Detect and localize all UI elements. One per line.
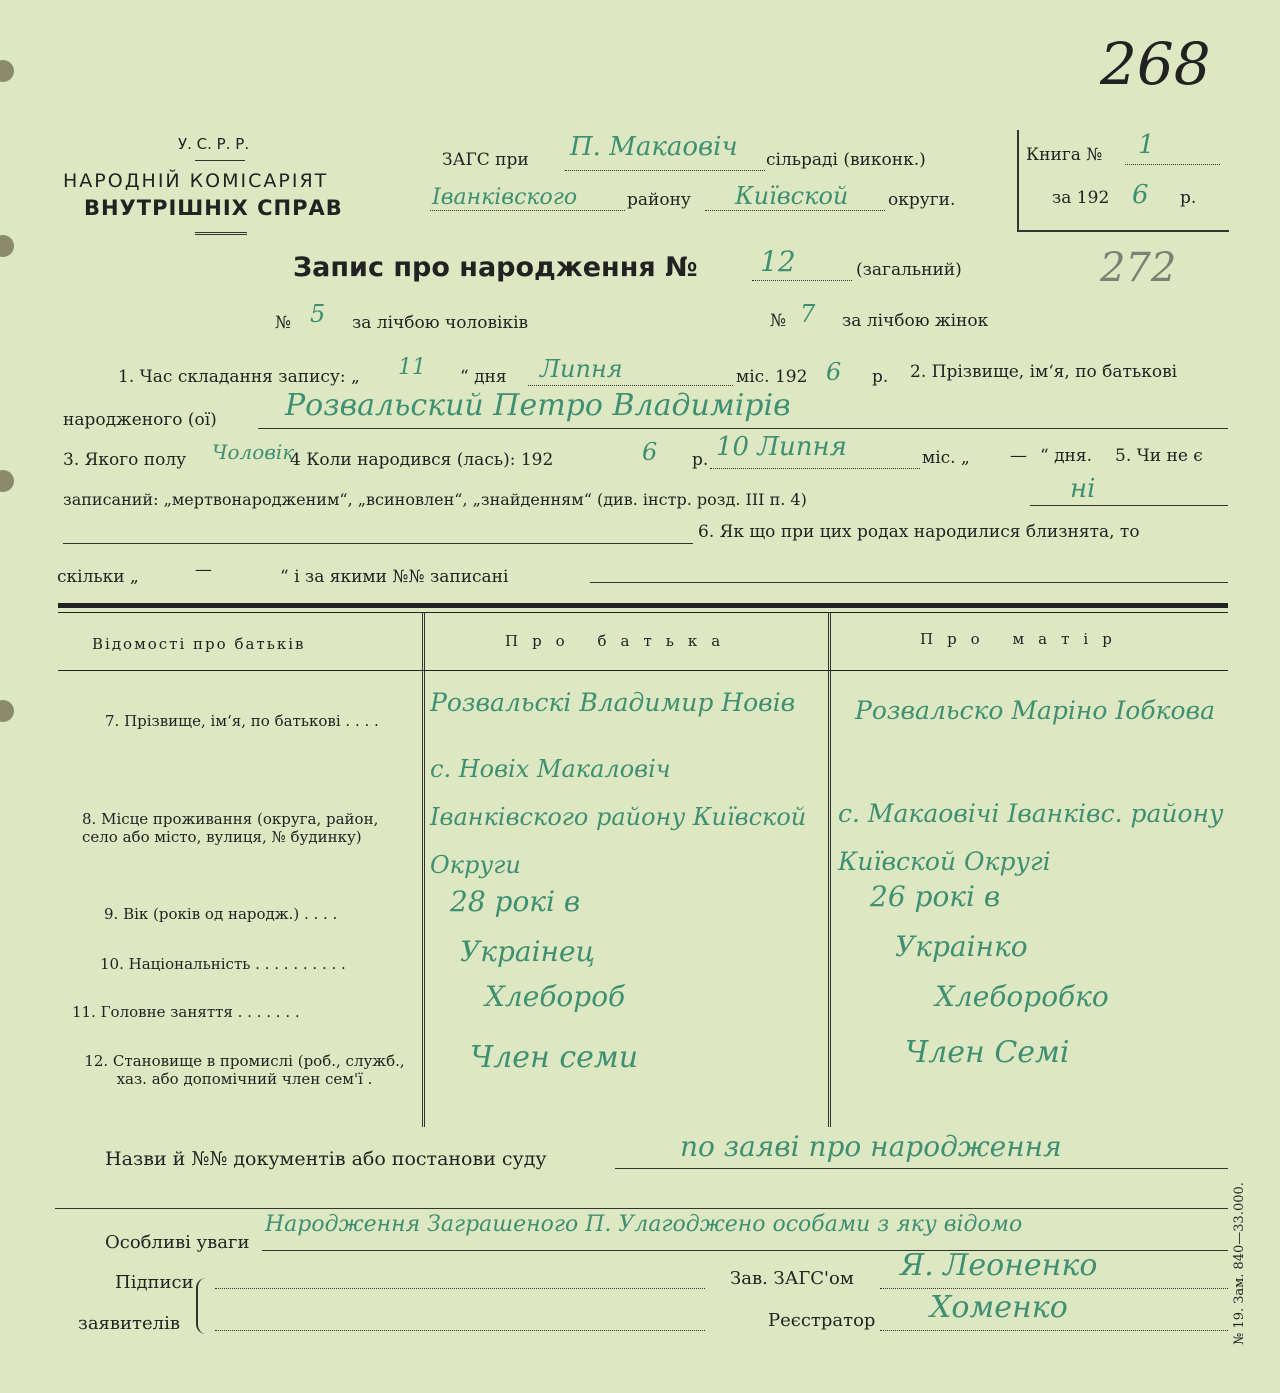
district-value: Іванківского — [432, 185, 578, 210]
table-header-father: Про батька — [505, 632, 735, 650]
divider — [195, 232, 247, 235]
book-number: 1 — [1138, 130, 1155, 160]
f5-label: 5. Чи не є — [1115, 446, 1203, 466]
f4-month-label: міс. „ — [922, 448, 970, 468]
fill-line — [258, 428, 1228, 429]
zags-council-label: сільраді (виконк.) — [766, 150, 926, 170]
column-divider — [828, 612, 831, 1127]
table-header-mother: Про матір — [920, 630, 1126, 648]
punch-hole — [0, 235, 14, 257]
mother-age: 26 рокі в — [870, 880, 1001, 913]
table-header-rule — [58, 670, 1228, 671]
row-label-name: 7. Прізвище, ім‘я, по батькові . . . . — [105, 712, 379, 730]
okrug-value: Київской — [735, 182, 849, 210]
republic-label: У. С. Р. Р. — [178, 135, 250, 153]
record-number: 12 — [760, 245, 796, 278]
page-number-alt: 272 — [1100, 245, 1177, 291]
row-label-nationality: 10. Національність . . . . . . . . . . — [100, 955, 346, 973]
registrar-signature: Хоменко — [930, 1290, 1068, 1325]
f2-label2: народженого (ої) — [63, 410, 217, 430]
print-mark: № 19. Зам. 840—33.000. — [1232, 1182, 1247, 1345]
book-year-label: за 192 — [1052, 188, 1110, 208]
row-label-status: 12. Становище в промислі (роб., служб., хаз. або допомічний член сем'ї . — [84, 1052, 405, 1088]
f6-label: 6. Як що при цих родах народилися близнята, то — [698, 522, 1140, 542]
f1-label: 1. Час складання запису: „ — [118, 367, 360, 387]
remarks-value: Народження Заграшеного П. Улагоджено особами з яку відомо — [265, 1212, 1023, 1237]
documents-label: Назви й №№ документів або постанови суду — [105, 1148, 547, 1170]
general-label: (загальний) — [856, 260, 962, 280]
mother-name: Розвальско Маріно Іобкова — [855, 696, 1216, 725]
row-label-residence: 8. Місце проживання (округа, район, село або місто, вулиця, № будинку) — [82, 810, 379, 846]
sex-value: Чоловік — [212, 440, 295, 464]
mother-nationality: Украінко — [895, 930, 1028, 963]
fill-line — [528, 385, 733, 386]
fill-line — [710, 468, 920, 469]
female-number: 7 — [800, 300, 816, 328]
row-label-occupation: 11. Головне заняття . . . . . . . — [72, 1003, 300, 1021]
father-residence: с. Новіх Макаловіч Іванківского району Київской Округи — [430, 755, 807, 879]
fill-line — [565, 170, 765, 171]
f4-year: 6 — [642, 438, 658, 466]
male-count-label: за лічбою чоловіків — [352, 313, 529, 333]
district-label: району — [627, 190, 691, 210]
f1-month: Липня — [540, 355, 623, 383]
commissariat-line1: НАРОДНІЙ КОМІСАРІЯТ — [63, 170, 329, 192]
punch-hole — [0, 470, 14, 492]
father-status: Член семи — [470, 1040, 639, 1075]
f4-day-value: — — [1010, 446, 1027, 466]
birth-date-value: 10 Липня — [716, 432, 847, 462]
f1-day: 11 — [398, 355, 426, 380]
applicants-brace — [196, 1278, 208, 1334]
fill-line — [215, 1288, 705, 1289]
f1-year-label: р. — [872, 367, 889, 387]
punch-hole — [0, 700, 14, 722]
father-age: 28 рокі в — [450, 885, 581, 918]
page-number: 268 — [1100, 30, 1211, 98]
book-year-value: 6 — [1132, 180, 1149, 210]
divider — [195, 160, 245, 161]
fill-line — [1030, 505, 1228, 506]
table-rule — [58, 612, 1228, 613]
mother-residence: с. Макаовічі Іванківс. району Київской Округі — [838, 799, 1224, 876]
applicants-label: Підписи — [115, 1272, 194, 1293]
child-name-value: Розвальский Петро Владимірів — [285, 388, 791, 423]
f5-value: ні — [1070, 474, 1096, 504]
male-no-label: № — [275, 313, 292, 333]
okrug-label: округи. — [888, 190, 956, 210]
father-nationality: Украінец — [460, 935, 596, 968]
fill-line — [63, 543, 693, 544]
female-count-label: за лічбою жінок — [842, 311, 989, 331]
f6-label2: скільки „ — [57, 567, 139, 587]
commissariat-line2: ВНУТРІШНІХ СПРАВ — [84, 196, 343, 220]
zags-label: ЗАГС при — [442, 150, 529, 170]
fill-line — [880, 1288, 1228, 1289]
mother-occupation: Хлеборобко — [935, 980, 1109, 1013]
father-occupation: Хлебороб — [485, 980, 626, 1013]
fill-line — [752, 280, 852, 281]
male-number: 5 — [310, 300, 326, 328]
head-label: Зав. ЗАГС'ом — [730, 1268, 854, 1289]
book-year-suffix: р. — [1180, 188, 1197, 208]
f5-label2: записаний: „мертвонародженим“, „всиновлен“, „знайденням“ (див. інстр. розд. III п. 4) — [63, 490, 807, 509]
f1-year: 6 — [826, 358, 842, 386]
f2-label: 2. Прізвище, ім‘я, по батькові — [910, 362, 1178, 382]
f1-month-label: міс. 192 — [736, 367, 808, 387]
column-divider — [422, 612, 425, 1127]
f3-label: 3. Якого полу — [63, 450, 187, 470]
fill-line — [705, 210, 885, 211]
table-header-parents: Відомості про батьків — [92, 635, 306, 653]
f4-r: р. — [692, 450, 709, 470]
father-name: Розвальскі Владимир Новів — [430, 688, 796, 717]
fill-line — [615, 1168, 1228, 1169]
documents-value: по заяві про народження — [680, 1130, 1062, 1163]
female-no-label: № — [770, 311, 787, 331]
f6-label3: “ і за якими №№ записані — [280, 567, 509, 587]
f1-day-label: “ дня — [460, 367, 507, 387]
fill-line — [1125, 164, 1220, 165]
remarks-label: Особливі уваги — [105, 1232, 250, 1253]
f4-day-label: “ дня. — [1040, 446, 1093, 466]
book-label: Книга № — [1026, 145, 1103, 165]
twins-count: — — [195, 560, 212, 580]
row-label-age: 9. Вік (років од народж.) . . . . — [104, 905, 338, 923]
fill-line — [55, 1208, 1228, 1209]
fill-line — [430, 210, 625, 211]
registrar-label: Реєстратор — [768, 1310, 876, 1331]
head-signature: Я. Леоненко — [900, 1248, 1098, 1283]
fill-line — [880, 1330, 1228, 1331]
table-top-rule — [58, 603, 1228, 608]
mother-status: Член Семі — [905, 1035, 1070, 1070]
punch-hole — [0, 60, 14, 82]
applicants-label2: заявителів — [78, 1313, 180, 1334]
fill-line — [590, 582, 1228, 583]
record-title: Запис про народження № — [293, 252, 698, 283]
zags-village-value: П. Макаовіч — [570, 132, 738, 162]
f4-label: 4 Коли народився (лась): 192 — [290, 450, 554, 470]
fill-line — [215, 1330, 705, 1331]
